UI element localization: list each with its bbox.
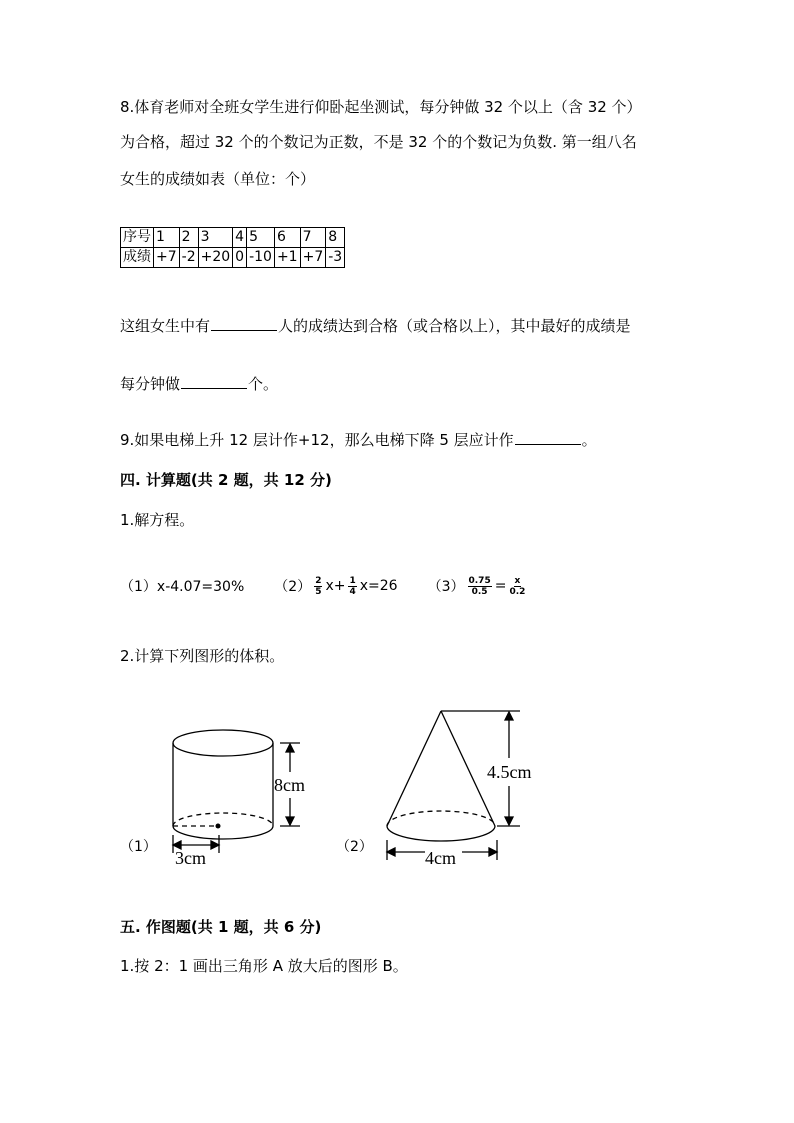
table-cell: -10 bbox=[247, 248, 275, 268]
equation-1: （1）x-4.07=30% bbox=[120, 579, 245, 595]
q8-sentence-b bbox=[120, 374, 278, 394]
table-header-label: 序号 bbox=[121, 228, 154, 248]
equation-2-label: （2） bbox=[274, 579, 312, 595]
equation-3-label: （3） bbox=[427, 579, 465, 595]
q9-end: 。 bbox=[581, 431, 597, 449]
table-cell: +7 bbox=[154, 248, 180, 268]
cone-figure bbox=[387, 711, 520, 860]
equals-sign: = bbox=[494, 578, 507, 594]
table-row bbox=[121, 248, 345, 268]
table-cell: -2 bbox=[179, 248, 198, 268]
s5-q1: 1.按 2：1 画出三角形 A 放大后的图形 B。 bbox=[120, 957, 408, 975]
equation-2-mid: x+ bbox=[325, 578, 346, 594]
table-cell: +20 bbox=[198, 248, 233, 268]
cone-diameter-label: 4cm bbox=[425, 848, 456, 868]
q8-sentence-a-post: 人的成绩达到合格（或合格以上），其中最好的成绩是 bbox=[278, 317, 631, 335]
equations-row bbox=[120, 566, 528, 606]
cone-height-label: 4.5cm bbox=[487, 762, 532, 782]
q8-line-3: 女生的成绩如表（单位：个） bbox=[120, 170, 316, 188]
table-cell: -3 bbox=[326, 248, 345, 268]
cylinder-height-label: 8cm bbox=[274, 775, 305, 795]
cylinder-radius-label: 3cm bbox=[175, 848, 206, 868]
table-cell: 3 bbox=[198, 228, 233, 248]
table-cell: 8 bbox=[326, 228, 345, 248]
equation-2-end: x=26 bbox=[359, 578, 398, 594]
fraction: $\frac{x}{0.2}$ bbox=[509, 575, 526, 597]
fraction: $\frac{0.75}{0.5}$ bbox=[468, 575, 491, 597]
section-4-title: 四. 计算题(共 2 题，共 12 分) bbox=[120, 471, 332, 489]
scores-table bbox=[120, 227, 345, 268]
answer-blank[interactable] bbox=[181, 374, 247, 389]
table-cell: 6 bbox=[274, 228, 300, 248]
section-5-title: 五. 作图题(共 1 题，共 6 分) bbox=[120, 918, 322, 936]
answer-blank[interactable] bbox=[211, 316, 277, 331]
q9-text: 9.如果电梯上升 12 层计作+12，那么电梯下降 5 层应计作 bbox=[120, 431, 514, 449]
figure-1-label: （1） bbox=[120, 839, 157, 855]
q8-sentence-a bbox=[120, 316, 631, 336]
q9-line bbox=[120, 430, 597, 450]
fraction: $\frac{2}{5}$ bbox=[315, 575, 322, 597]
table-cell: +1 bbox=[274, 248, 300, 268]
q8-sentence-b-post: 个。 bbox=[248, 375, 279, 393]
q8-sentence-a-pre: 这组女生中有 bbox=[120, 317, 211, 335]
table-cell: 7 bbox=[300, 228, 326, 248]
s4-q2-title: 2.计算下列图形的体积。 bbox=[120, 647, 285, 665]
answer-blank[interactable] bbox=[515, 430, 581, 445]
table-cell: 5 bbox=[247, 228, 275, 248]
figure-2-label: （2） bbox=[336, 839, 373, 855]
table-row-label: 成绩 bbox=[121, 248, 154, 268]
q8-sentence-b-pre: 每分钟做 bbox=[120, 375, 181, 393]
q8-line-1: 8.体育老师对全班女学生进行仰卧起坐测试，每分钟做 32 个以上（含 32 个） bbox=[120, 98, 642, 116]
table-cell: 1 bbox=[154, 228, 180, 248]
fraction: $\frac{1}{4}$ bbox=[349, 575, 356, 597]
table-row bbox=[121, 228, 345, 248]
table-cell: 0 bbox=[233, 248, 247, 268]
s4-q1-title: 1.解方程。 bbox=[120, 511, 195, 529]
table-cell: +7 bbox=[300, 248, 326, 268]
table-cell: 4 bbox=[233, 228, 247, 248]
table-cell: 2 bbox=[179, 228, 198, 248]
q8-line-2: 为合格，超过 32 个的个数记为正数，不是 32 个的个数记为负数. 第一组八名 bbox=[120, 133, 637, 151]
